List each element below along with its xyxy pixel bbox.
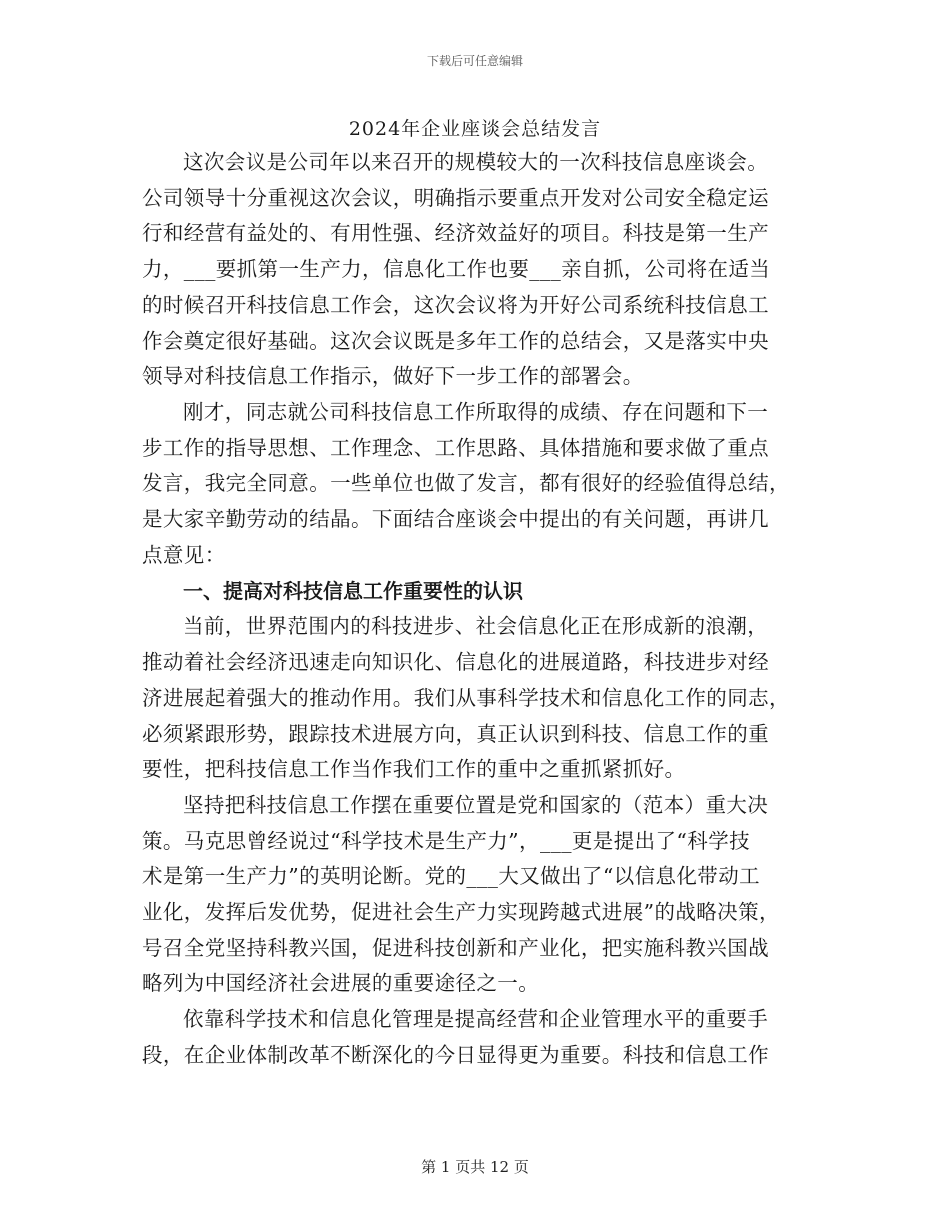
text-line: 段，在企业体制改革不断深化的今日显得更为重要。科技和信息工作 bbox=[142, 1042, 769, 1067]
text-line: 济进展起着强大的推动作用。我们从事科学技术和信息化工作的同志， bbox=[142, 685, 790, 710]
page-number: 第 1 页共 12 页 bbox=[421, 1158, 529, 1176]
document-title: 2024年企业座谈会总结发言 bbox=[348, 118, 602, 140]
text-line: 要性，把科技信息工作当作我们工作的重中之重抓紧抓好。 bbox=[142, 757, 686, 782]
text-line: 依靠科学技术和信息化管理是提高经营和企业管理水平的重要手 bbox=[183, 1007, 769, 1032]
paragraph-1 bbox=[142, 145, 802, 395]
text-line: 推动着社会经济迅速走向知识化、信息化的进展道路，科技进步对经 bbox=[142, 650, 769, 675]
text-line: 策。马克思曾经说过“科学技术是生产力”，___更是提出了“科学技 bbox=[142, 828, 750, 853]
text-line: 号召全党坚持科教兴国，促进科技创新和产业化，把实施科教兴国战 bbox=[142, 935, 769, 960]
text-line: 步工作的指导思想、工作理念、工作思路、具体措施和要求做了重点 bbox=[142, 435, 769, 460]
text-line: 点意见： bbox=[142, 542, 226, 567]
text-line: 是大家辛勤劳动的结晶。下面结合座谈会中提出的有关问题，再讲几 bbox=[142, 507, 769, 532]
text-line: 力，___要抓第一生产力，信息化工作也要___亲自抓，公司将在适当 bbox=[142, 257, 771, 282]
text-line: 公司领导十分重视这次会议，明确指示要重点开发对公司安全稳定运 bbox=[142, 185, 769, 210]
text-line: 必须紧跟形势，跟踪技术进展方向，真正认识到科技、信息工作的重 bbox=[142, 721, 769, 746]
text-line: 术是第一生产力”的英明论断。党的___大又做出了“以信息化带动工 bbox=[142, 864, 761, 889]
text-line: 当前，世界范围内的科技进步、社会信息化正在形成新的浪潮， bbox=[183, 614, 769, 639]
document-body bbox=[142, 145, 802, 1074]
text-line: 坚持把科技信息工作摆在重要位置是党和国家的（范本）重大决 bbox=[183, 792, 769, 817]
text-line: 的时候召开科技信息工作会，这次会议将为开好公司系统科技信息工 bbox=[142, 292, 769, 317]
text-line: 略列为中国经济社会进展的重要途径之一。 bbox=[142, 971, 540, 996]
text-line: 这次会议是公司年以来召开的规模较大的一次科技信息座谈会。 bbox=[183, 150, 769, 174]
text-line: 行和经营有益处的、有用性强、经济效益好的项目。科技是第一生产 bbox=[142, 221, 769, 246]
paragraph-5 bbox=[142, 1002, 802, 1073]
text-line: 业化，发挥后发优势，促进社会生产力实现跨越式进展”的战略决策， bbox=[142, 900, 780, 925]
text-line: 刚才，同志就公司科技信息工作所取得的成绩、存在问题和下一 bbox=[183, 399, 769, 424]
paragraph-4 bbox=[142, 788, 802, 1002]
text-line: 作会奠定很好基础。这次会议既是多年工作的总结会，又是落实中央 bbox=[142, 328, 769, 353]
paragraph-2 bbox=[142, 395, 802, 574]
section-heading: 一、提高对科技信息工作重要性的认识 bbox=[183, 579, 523, 604]
page-header-note: 下载后可任意编辑 bbox=[426, 54, 523, 68]
text-line: 发言，我完全同意。一些单位也做了发言，都有很好的经验值得总结， bbox=[142, 471, 790, 496]
text-line: 领导对科技信息工作指示，做好下一步工作的部署会。 bbox=[142, 364, 644, 389]
paragraph-3 bbox=[142, 609, 802, 788]
